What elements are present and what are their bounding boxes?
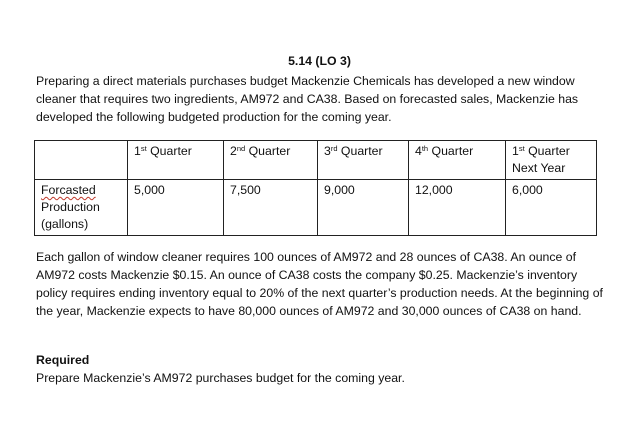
- value-q1: 5,000: [128, 180, 224, 236]
- problem-details: Each gallon of window cleaner requires 100 ounces of AM972 and 28 ounces of CA38. An ounce of AM972 costs Mackenzie $0.15. An ounce of CA38 costs the company $0.25. Mackenzie’s inventory policy requires ending inventory equal to 20% of the next quarter’s production needs. At the beginning of the year, Mackenzie expects to have 80,000 ounces of AM972 and 30,000 ounces of CA38 on hand.: [36, 250, 603, 318]
- value-q2: 7,500: [224, 180, 318, 236]
- budgeted-production-table: [34, 140, 597, 236]
- table-row: [35, 180, 597, 236]
- header-q1-next-year: 1st Quarter Next Year: [506, 141, 597, 180]
- spellcheck-word: Forcasted: [41, 183, 96, 197]
- problem-intro: Preparing a direct materials purchases budget Mackenzie Chemicals has developed a new window cleaner that requires two ingredients, AM972 and CA38. Based on forecasted sales, Mackenzie has developed the following budgeted production for the coming year.: [36, 74, 579, 124]
- value-q4: 12,000: [409, 180, 506, 236]
- header-q3: 3rd Quarter: [318, 141, 409, 180]
- header-q1: 1st Quarter: [128, 141, 224, 180]
- row-label-forecasted-production: Forcasted Production (gallons): [35, 180, 128, 236]
- value-q3: 9,000: [318, 180, 409, 236]
- required-heading: Required: [36, 353, 90, 367]
- table-corner-cell: [35, 141, 128, 180]
- header-q2: 2nd Quarter: [224, 141, 318, 180]
- header-q4: 4th Quarter: [409, 141, 506, 180]
- value-q1-next-year: 6,000: [506, 180, 597, 236]
- table-header-row: [35, 141, 597, 180]
- problem-title: 5.14 (LO 3): [288, 54, 351, 68]
- required-text: Prepare Mackenzie’s AM972 purchases budget for the coming year.: [36, 371, 405, 385]
